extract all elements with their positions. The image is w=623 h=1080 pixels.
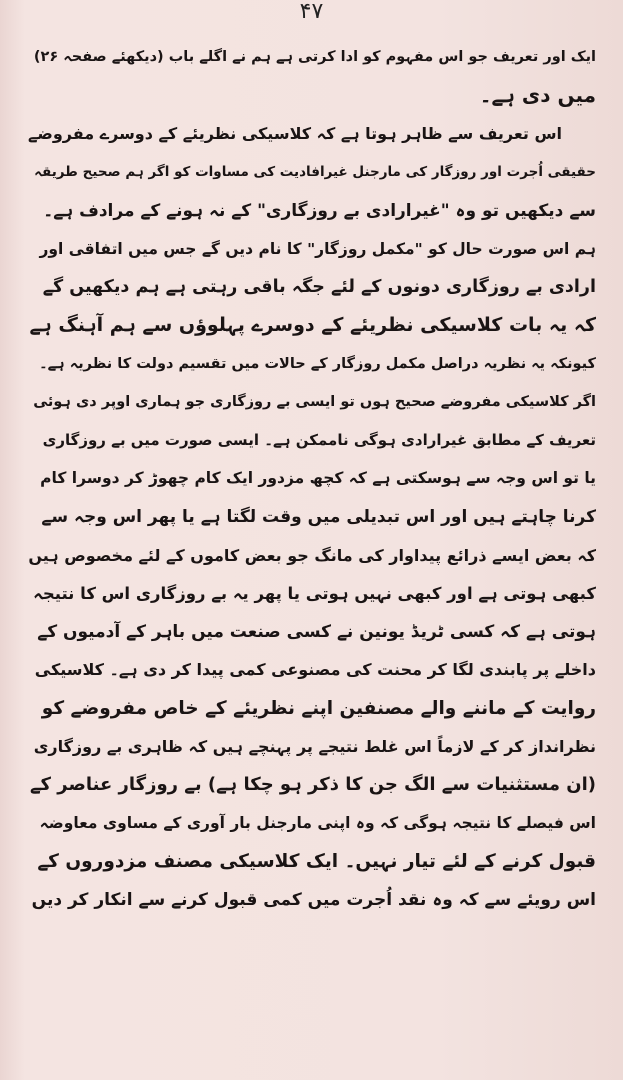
text-line: روایت کے ماننے والے مصنفین اپنے نظریئے کے خاص مفروضے کو	[41, 697, 596, 719]
text-line: (ان مستثنیات سے الگ جن کا ذکر ہو چکا ہے) بے روزگار عناصر کے	[30, 774, 596, 796]
text-line: ارادی بے روزگاری دونوں کے لئے جگہ باقی رہتی ہے ہم دیکھیں گے	[42, 276, 596, 297]
text-line: کبھی ہوتی ہے اور کبھی نہیں ہوتی یا پھر یہ بے روزگاری اس کا نتیجہ	[33, 583, 596, 603]
text-line: کرنا چاہتے ہیں اور اس تبدیلی میں وقت لگتا ہے یا پھر اس وجہ سے	[41, 507, 596, 528]
text-line: اگر کلاسیکی مفروضے صحیح ہوں تو ایسی بے روزگاری جو ہماری اوپر دی ہوئی	[33, 393, 596, 410]
text-line: ایک اور تعریف جو اس مفہوم کو ادا کرتی ہے ہم نے اگلے باب (دیکھئے صفحہ ۲۶)	[33, 49, 596, 66]
text-body	[28, 38, 596, 919]
text-line: داخلے پر پابندی لگا کر محنت کی مصنوعی کمی پیدا کر دی ہے۔ کلاسیکی	[34, 660, 596, 680]
text-line: یا تو اس وجہ سے ہوسکتی ہے کہ کچھ مزدور ایک کام چھوڑ کر دوسرا کام	[40, 469, 596, 488]
text-line: تعریف کے مطابق غیرارادی ہوگی ناممکن ہے۔ ایسی صورت میں بے روزگاری	[42, 431, 596, 450]
text-line: سے دیکھیں تو وہ "غیرارادی بے روزگاری" کے نہ ہونے کے مرادف ہے۔	[43, 200, 596, 221]
text-line: نظرانداز کر کے لازماً اس غلط نتیجے پر پہنچے ہیں کہ ظاہری بے روزگاری	[33, 736, 596, 756]
text-line: میں دی ہے۔	[479, 83, 596, 108]
text-line: کہ بعض ایسے ذرائع پیداوار کی مانگ جو بعض کاموں کے لئے مخصوص ہیں	[28, 545, 596, 565]
text-line: اس تعریف سے ظاہر ہوتا ہے کہ کلاسیکی نظریئے کے دوسرے مفروضے	[28, 124, 562, 144]
page-number: ۴۷	[299, 0, 324, 24]
text-line: کہ یہ بات کلاسیکی نظریئے کے دوسرے پہلوؤں سے ہم آہنگ ہے	[29, 314, 596, 337]
text-line: اس رویئے سے کہ وہ نقد اُجرت میں کمی قبول کرنے سے انکار کر دیں	[31, 890, 596, 911]
text-line: کیونکہ یہ نظریہ دراصل مکمل روزگار کے حالات میں تقسیم دولت کا نظریہ ہے۔	[39, 355, 596, 372]
text-line: اس فیصلے کا نتیجہ ہوگی کہ وہ اپنی مارجنل بار آوری کے مساوی معاوضہ	[39, 814, 596, 833]
text-line: قبول کرنے کے لئے تیار نہیں۔ ایک کلاسیکی مصنف مزدوروں کے	[37, 850, 596, 872]
text-line: ہم اس صورت حال کو "مکمل روزگار" کا نام دیں گے جس میں اتفاقی اور	[39, 239, 596, 258]
text-line: حقیقی اُجرت اور روزگار کی مارجنل غیرافادیت کی مساوات کو اگر ہم صحیح طریقہ	[34, 164, 596, 181]
text-line: ہوتی ہے کہ کسی ٹریڈ یونین نے کسی صنعت میں باہر کے آدمیوں کے	[37, 622, 596, 643]
